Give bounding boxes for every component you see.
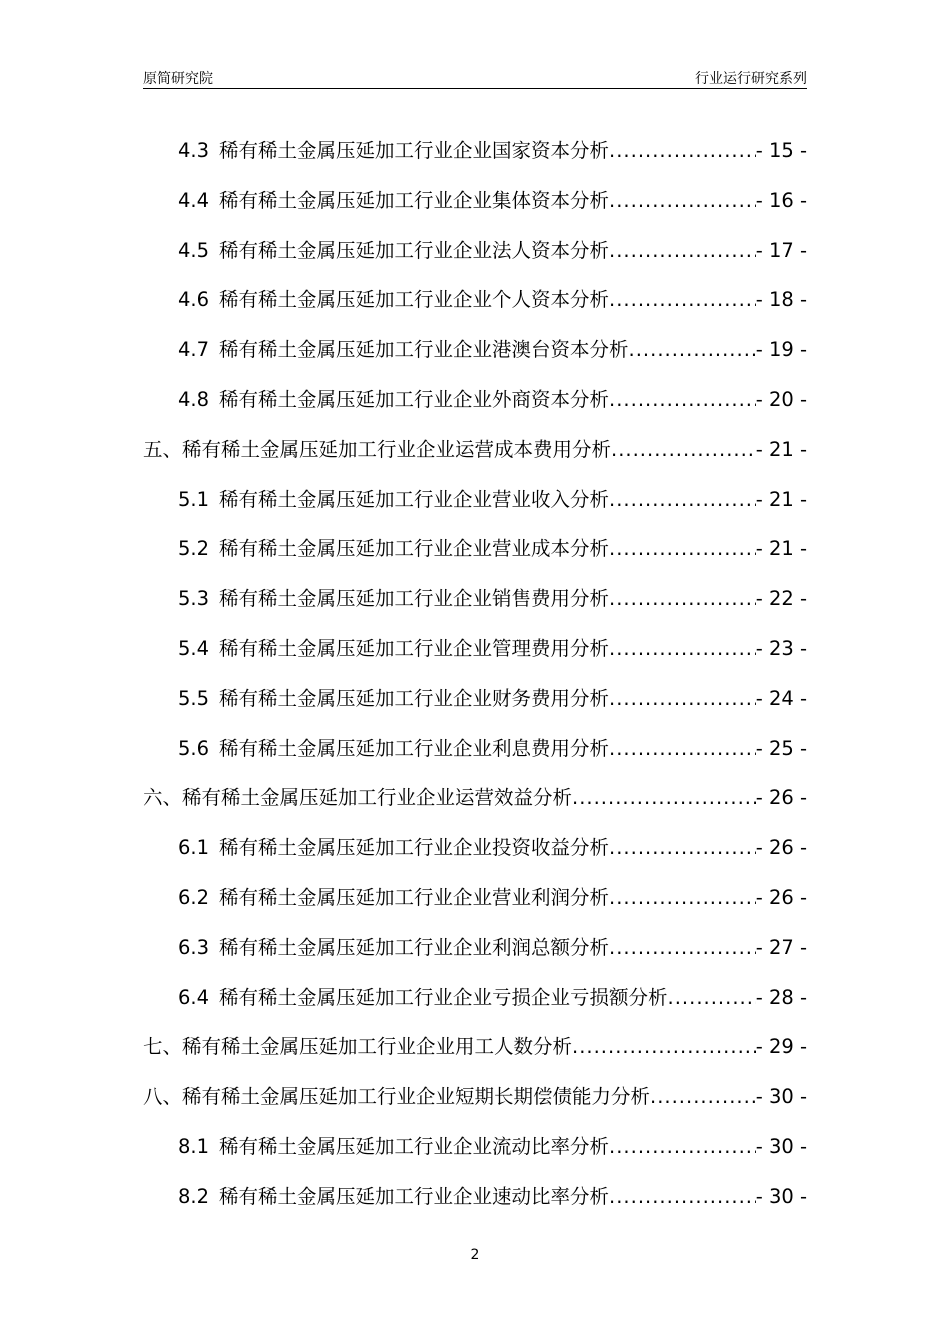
- toc-entry-number: 8.1: [178, 1134, 210, 1158]
- toc-entry-page: - 20 -: [755, 387, 807, 411]
- toc-entry-text: 稀有稀土金属压延加工行业企业速动比率分析: [219, 1184, 610, 1208]
- toc-entry-title: [178, 923, 609, 973]
- toc-dot-leader: [609, 1172, 756, 1222]
- toc-section-entry[interactable]: [143, 1122, 807, 1172]
- toc-entry-page: - 30 -: [755, 1085, 807, 1109]
- page-number: 2: [470, 1247, 480, 1263]
- toc-entry-text: 七、稀有稀土金属压延加工行业企业用工人数分析: [143, 1035, 573, 1059]
- toc-entry-text: 六、稀有稀土金属压延加工行业企业运营效益分析: [143, 786, 573, 810]
- toc-entry-number: 4.8: [178, 387, 210, 411]
- toc-entry-title: [178, 176, 609, 226]
- toc-dot-leader: [609, 574, 756, 624]
- toc-dot-leader: [609, 624, 756, 674]
- toc-dot-leader: [609, 923, 756, 973]
- toc-entry-title: [178, 325, 629, 375]
- toc-entry-text: 稀有稀土金属压延加工行业企业管理费用分析: [219, 636, 610, 660]
- toc-dot-leader: [609, 475, 756, 525]
- toc-dot-leader: [609, 226, 756, 276]
- toc-entry-page: - 26 -: [755, 885, 807, 909]
- toc-entry-title: [178, 475, 609, 525]
- toc-dot-leader: [609, 524, 756, 574]
- toc-dot-leader: [609, 1122, 756, 1172]
- toc-section-entry[interactable]: [143, 1172, 807, 1222]
- table-of-contents: [143, 126, 807, 1222]
- toc-entry-title: [178, 624, 609, 674]
- toc-section-entry[interactable]: [143, 275, 807, 325]
- toc-section-entry[interactable]: [143, 176, 807, 226]
- toc-entry-title: [178, 226, 609, 276]
- toc-section-entry[interactable]: [143, 724, 807, 774]
- toc-dot-leader: [609, 275, 756, 325]
- toc-entry-page: - 24 -: [755, 686, 807, 710]
- toc-entry-text: 稀有稀土金属压延加工行业企业利息费用分析: [219, 736, 610, 760]
- toc-entry-page: - 29 -: [755, 1035, 807, 1059]
- toc-entry-page: - 18 -: [755, 288, 807, 312]
- toc-entry-number: 5.6: [178, 736, 210, 760]
- toc-entry-title: [143, 773, 572, 823]
- toc-section-entry[interactable]: [143, 375, 807, 425]
- toc-entry-title: [178, 724, 609, 774]
- toc-entry-number: 5.4: [178, 636, 210, 660]
- toc-entry-title: [178, 1122, 609, 1172]
- toc-chapter-entry[interactable]: [143, 773, 807, 823]
- toc-entry-title: [143, 1022, 572, 1072]
- toc-dot-leader: [609, 724, 756, 774]
- toc-section-entry[interactable]: [143, 574, 807, 624]
- toc-entry-number: 5.5: [178, 686, 210, 710]
- toc-entry-page: - 28 -: [755, 985, 807, 1009]
- toc-entry-text: 稀有稀土金属压延加工行业企业营业利润分析: [219, 885, 610, 909]
- toc-entry-number: 5.3: [178, 587, 210, 611]
- toc-dot-leader: [611, 425, 756, 475]
- toc-section-entry[interactable]: [143, 226, 807, 276]
- toc-section-entry[interactable]: [143, 524, 807, 574]
- toc-entry-number: 5.1: [178, 487, 210, 511]
- toc-dot-leader: [609, 375, 756, 425]
- toc-entry-number: 5.2: [178, 537, 210, 561]
- toc-entry-title: [178, 375, 609, 425]
- toc-entry-number: 6.3: [178, 935, 210, 959]
- toc-chapter-entry[interactable]: [143, 1072, 807, 1122]
- toc-entry-page: - 15 -: [755, 139, 807, 162]
- toc-entry-title: [178, 275, 609, 325]
- toc-entry-page: - 21 -: [755, 537, 807, 561]
- toc-dot-leader: [609, 176, 756, 226]
- toc-dot-leader: [609, 823, 756, 873]
- toc-dot-leader: [650, 1072, 756, 1122]
- toc-entry-title: [178, 973, 668, 1023]
- toc-entry-page: - 23 -: [755, 636, 807, 660]
- toc-entry-page: - 25 -: [755, 736, 807, 760]
- toc-entry-text: 稀有稀土金属压延加工行业企业营业收入分析: [219, 487, 610, 511]
- toc-chapter-entry[interactable]: [143, 425, 807, 475]
- toc-entry-text: 稀有稀土金属压延加工行业企业个人资本分析: [219, 288, 610, 312]
- toc-entry-title: [178, 674, 609, 724]
- toc-entry-text: 稀有稀土金属压延加工行业企业港澳台资本分析: [219, 338, 629, 362]
- toc-entry-number: 6.1: [178, 836, 210, 860]
- toc-section-entry[interactable]: [143, 674, 807, 724]
- toc-section-entry[interactable]: [143, 823, 807, 873]
- toc-entry-text: 稀有稀土金属压延加工行业企业外商资本分析: [219, 387, 610, 411]
- toc-entry-text: 稀有稀土金属压延加工行业企业法人资本分析: [219, 238, 610, 262]
- toc-section-entry[interactable]: [143, 973, 807, 1023]
- toc-entry-title: [178, 1172, 609, 1222]
- toc-entry-title: [143, 425, 611, 475]
- toc-section-entry[interactable]: [143, 475, 807, 525]
- toc-entry-text: 稀有稀土金属压延加工行业企业销售费用分析: [219, 587, 610, 611]
- toc-entry-text: 稀有稀土金属压延加工行业企业营业成本分析: [219, 537, 610, 561]
- toc-section-entry[interactable]: [143, 873, 807, 923]
- toc-entry-page: - 30 -: [755, 1184, 807, 1208]
- toc-section-entry[interactable]: [143, 923, 807, 973]
- toc-entry-text: 稀有稀土金属压延加工行业企业集体资本分析: [219, 188, 610, 212]
- toc-entry-number: 4.7: [178, 338, 210, 362]
- toc-entry-text: 五、稀有稀土金属压延加工行业企业运营成本费用分析: [143, 437, 612, 461]
- toc-entry-page: - 22 -: [755, 587, 807, 611]
- toc-entry-page: - 21 -: [755, 437, 807, 461]
- toc-section-entry[interactable]: [143, 624, 807, 674]
- toc-dot-leader: [629, 325, 756, 375]
- toc-entry-title: [178, 873, 609, 923]
- toc-entry-page: - 26 -: [755, 786, 807, 810]
- toc-entry-number: 6.2: [178, 885, 210, 909]
- toc-entry-text: 稀有稀土金属压延加工行业企业亏损企业亏损额分析: [219, 985, 668, 1009]
- toc-entry-text: 稀有稀土金属压延加工行业企业财务费用分析: [219, 686, 610, 710]
- toc-entry-page: - 19 -: [755, 338, 807, 362]
- toc-dot-leader: [609, 126, 756, 176]
- toc-section-entry[interactable]: [143, 126, 807, 176]
- toc-entry-page: - 27 -: [755, 935, 807, 959]
- toc-entry-page: - 21 -: [755, 487, 807, 511]
- toc-entry-page: - 16 -: [755, 188, 807, 212]
- toc-entry-title: [178, 823, 609, 873]
- toc-entry-number: 4.5: [178, 238, 210, 262]
- toc-entry-title: [178, 574, 609, 624]
- toc-entry-text: 稀有稀土金属压延加工行业企业投资收益分析: [219, 836, 610, 860]
- toc-entry-page: - 17 -: [755, 238, 807, 262]
- toc-entry-title: [178, 524, 609, 574]
- toc-chapter-entry[interactable]: [143, 1022, 807, 1072]
- toc-dot-leader: [609, 674, 756, 724]
- toc-entry-page: - 30 -: [755, 1134, 807, 1158]
- toc-entry-text: 稀有稀土金属压延加工行业企业国家资本分析: [219, 139, 610, 162]
- toc-section-entry[interactable]: [143, 325, 807, 375]
- toc-dot-leader: [609, 873, 756, 923]
- toc-entry-number: 4.6: [178, 288, 210, 312]
- toc-entry-title: [143, 1072, 650, 1122]
- toc-entry-number: 8.2: [178, 1184, 210, 1208]
- toc-entry-number: 4.4: [178, 188, 210, 212]
- toc-entry-number: 4.3: [178, 139, 210, 162]
- toc-entry-page: - 26 -: [755, 836, 807, 860]
- header-series-name: 行业运行研究系列: [695, 71, 807, 87]
- toc-dot-leader: [572, 773, 756, 823]
- toc-entry-text: 稀有稀土金属压延加工行业企业利润总额分析: [219, 935, 610, 959]
- toc-dot-leader: [668, 973, 756, 1023]
- toc-entry-number: 6.4: [178, 985, 210, 1009]
- toc-entry-text: 八、稀有稀土金属压延加工行业企业短期长期偿债能力分析: [143, 1085, 651, 1109]
- header-org-name: 原简研究院: [143, 71, 213, 87]
- toc-entry-text: 稀有稀土金属压延加工行业企业流动比率分析: [219, 1134, 610, 1158]
- page-header: [143, 66, 807, 89]
- toc-dot-leader: [572, 1022, 756, 1072]
- toc-entry-title: [178, 126, 609, 176]
